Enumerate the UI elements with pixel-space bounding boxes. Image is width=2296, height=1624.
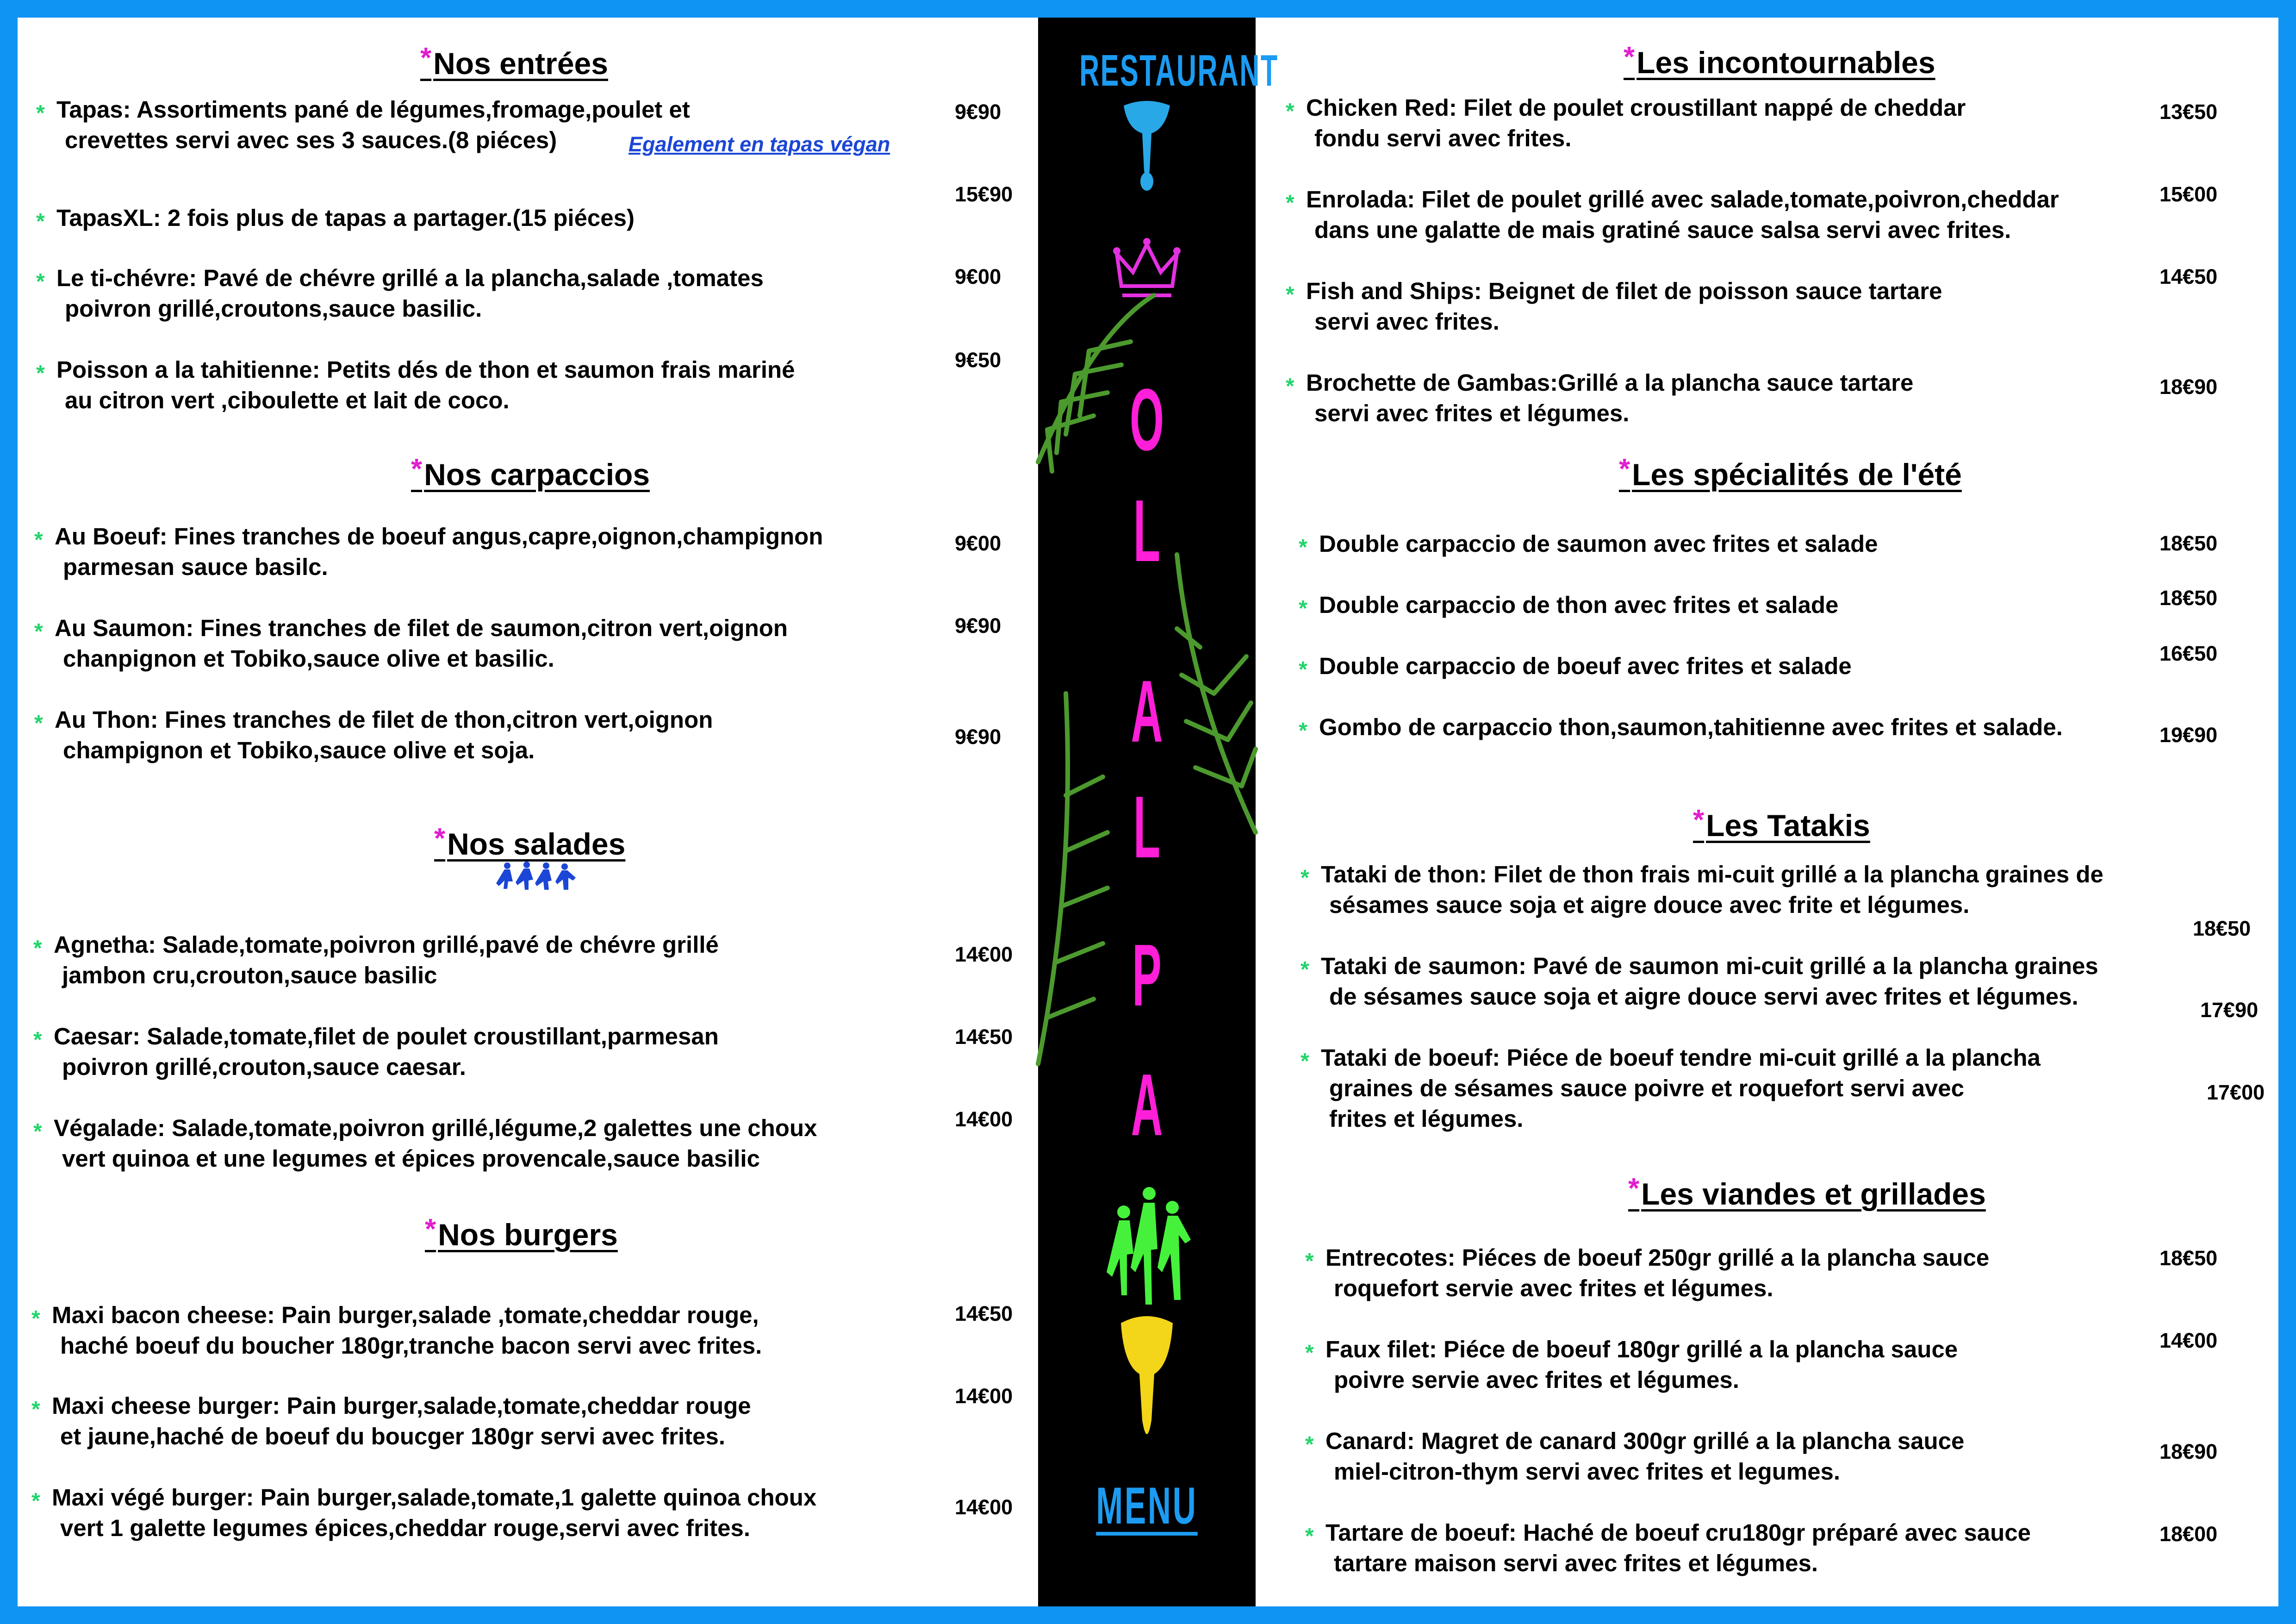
menu-item-tataki-saumon: * Tataki de saumon: Pavé de saumon mi-cuit grillé a la plancha graines de sésames sauce soja et aigre douce servi avec frites et légumes. (1300, 953, 2098, 1010)
price: 15€90 (955, 182, 1013, 206)
green-star-icon: * (1299, 657, 1307, 682)
menu-item-maxi-cheese-burger: * Maxi cheese burger: Pain burger,salade,tomate,cheddar rouge et jaune,haché de boeuf du boucger 180gr servi avec frites. (31, 1393, 751, 1449)
green-star-icon: * (1305, 1524, 1314, 1549)
yellow-drip-icon (1119, 1314, 1175, 1453)
green-star-icon: * (31, 1489, 40, 1513)
green-star-icon: * (1286, 99, 1294, 124)
green-star-icon: * (1300, 1049, 1309, 1074)
section-title-incontournables: *Les incontournables (1624, 41, 1935, 80)
price: 18€00 (2159, 1522, 2218, 1546)
green-star-icon: * (1299, 535, 1307, 560)
green-star-icon: * (34, 619, 43, 644)
blue-drip-icon (1119, 96, 1175, 194)
vegan-tapas-link[interactable]: Egalement en tapas végan (628, 132, 890, 156)
menu-item-agnetha: * Agnetha: Salade,tomate,poivron grillé,pavé de chévre grillé jambon cru,crouton,sauce basilic (33, 931, 719, 988)
menu-item-tartare-boeuf: * Tartare de boeuf: Haché de boeuf cru180gr préparé avec sauce tartare maison servi avec frites et légumes. (1305, 1519, 2031, 1576)
menu-sheet (18, 18, 2278, 1606)
vertical-letter: L (1133, 482, 1161, 580)
restaurant-wordmark: RESTAURANT (1079, 46, 1279, 95)
price: 14€00 (2159, 1329, 2218, 1352)
menu-item-maxi-bacon-cheese: * Maxi bacon cheese: Pain burger,salade ,tomate,cheddar rouge, haché boeuf du boucher 180gr,tranche bacon servi avec frites. (31, 1302, 762, 1359)
menu-item-maxi-vege-burger: * Maxi végé burger: Pain burger,salade,tomate,1 galette quinoa choux vert 1 galette legumes épices,cheddar rouge,servi avec frites. (31, 1484, 817, 1541)
price: 16€50 (2159, 642, 2218, 665)
green-star-icon: * (36, 209, 45, 234)
price: 18€90 (2159, 1440, 2218, 1463)
price: 9€00 (955, 265, 1002, 288)
green-star-icon: * (36, 101, 45, 125)
section-title-tatakis: *Les Tatakis (1693, 804, 1870, 843)
price: 14€50 (2159, 265, 2218, 288)
green-star-icon: * (33, 936, 42, 961)
section-title-entrees: *Nos entrées (420, 42, 608, 81)
price: 18€50 (2159, 586, 2218, 610)
price: 9€50 (955, 348, 1002, 372)
menu-item-carpaccio-thon: * Au Thon: Fines tranches de filet de thon,citron vert,oignon champignon et Tobiko,sauce olive et soja. (34, 706, 713, 763)
menu-item-vegalade: * Végalade: Salade,tomate,poivron grillé,légume,2 galettes une choux vert quinoa et une legumes et épices provencale,sauce basilic (33, 1115, 817, 1172)
vertical-letter: O (1130, 371, 1164, 469)
green-star-icon: * (34, 528, 43, 552)
menu-item-tataki-boeuf: * Tataki de boeuf: Piéce de boeuf tendre mi-cuit grillé a la plancha graines de sésames sauce poivre et roquefort servi avec frites et légumes. (1300, 1044, 2041, 1132)
price: 14€00 (955, 1107, 1013, 1131)
menu-item-double-carpaccio-saumon: * Double carpaccio de saumon avec frites et salade (1319, 529, 1878, 559)
price: 14€50 (955, 1302, 1013, 1325)
vertical-letter: L (1133, 778, 1161, 876)
menu-item-entrecotes: * Entrecotes: Piéces de boeuf 250gr grillé a la plancha sauce roquefort servie avec frites et légumes. (1305, 1244, 1990, 1301)
vertical-letter: A (1131, 662, 1163, 761)
menu-item-brochette-gambas: * Brochette de Gambas:Grillé a la plancha sauce tartare servi avec frites et légumes. (1286, 369, 1914, 426)
green-star-icon: * (1305, 1432, 1314, 1457)
green-star-icon: * (31, 1397, 40, 1422)
green-star-icon: * (33, 1119, 42, 1144)
green-star-icon: * (1286, 282, 1294, 307)
menu-item-gombo-carpaccio: * Gombo de carpaccio thon,saumon,tahitienne avec frites et salade. (1319, 712, 2063, 743)
price: 14€50 (955, 1025, 1013, 1049)
green-dancers-icon (1103, 1184, 1195, 1314)
green-star-icon: * (34, 711, 43, 736)
price: 18€50 (2159, 1246, 2218, 1270)
green-star-icon: * (1305, 1341, 1314, 1365)
section-title-carpaccios: *Nos carpaccios (411, 453, 650, 492)
price: 17€90 (2200, 998, 2259, 1022)
section-title-viandes: *Les viandes et grillades (1628, 1173, 1986, 1211)
section-title-specialites-ete: *Les spécialités de l'été (1619, 453, 1962, 492)
menu-item-tapas: * Tapas: Assortiments pané de légumes,fromage,poulet et crevettes servi avec ses 3 sauces.(8 piéces) (36, 96, 690, 153)
vertical-letter: P (1132, 926, 1162, 1024)
price: 14€00 (955, 1384, 1013, 1408)
menu-item-carpaccio-boeuf: * Au Boeuf: Fines tranches de boeuf angus,capre,oignon,champignon parmesan sauce basilc. (34, 523, 823, 580)
price: 17€00 (2207, 1081, 2265, 1104)
menu-item-double-carpaccio-boeuf: * Double carpaccio de boeuf avec frites et salade (1319, 651, 1852, 681)
green-star-icon: * (31, 1306, 40, 1331)
blue-dancers-icon (494, 861, 582, 893)
green-star-icon: * (1286, 191, 1294, 215)
menu-item-tapasxl: * TapasXL: 2 fois plus de tapas a partager.(15 piéces) (56, 203, 635, 233)
price: 14€00 (955, 943, 1013, 966)
menu-wordmark: MENU (1096, 1477, 1198, 1535)
price: 18€90 (2159, 375, 2218, 399)
green-star-icon: * (1300, 866, 1309, 890)
price: 15€00 (2159, 182, 2218, 206)
price: 18€50 (2159, 531, 2218, 555)
menu-item-enrolada: * Enrolada: Filet de poulet grillé avec salade,tomate,poivron,cheddar dans une galatte de mais gratiné sauce salsa servi avec frites. (1286, 186, 2059, 243)
price: 18€50 (2193, 917, 2251, 940)
menu-item-poisson-tahitienne: * Poisson a la tahitienne: Petits dés de thon et saumon frais mariné au citron vert ,ciboulette et lait de coco. (36, 356, 795, 413)
menu-item-fish-and-ships: * Fish and Ships: Beignet de filet de poisson sauce tartare servi avec frites. (1286, 278, 1942, 335)
price: 13€50 (2159, 100, 2218, 124)
price: 9€00 (955, 531, 1002, 555)
menu-item-tataki-thon: * Tataki de thon: Filet de thon frais mi-cuit grillé a la plancha graines de sésames sauce soja et aigre douce avec frite et légumes. (1300, 861, 2103, 918)
section-title-burgers: *Nos burgers (425, 1213, 618, 1252)
green-star-icon: * (1299, 718, 1307, 743)
green-star-icon: * (1286, 374, 1294, 399)
menu-item-double-carpaccio-thon: * Double carpaccio de thon avec frites et salade (1319, 590, 1838, 620)
price: 14€00 (955, 1495, 1013, 1519)
menu-item-faux-filet: * Faux filet: Piéce de boeuf 180gr grillé a la plancha sauce poivre servie avec frites et légumes. (1305, 1336, 1958, 1393)
menu-item-canard: * Canard: Magret de canard 300gr grillé a la plancha sauce miel-citron-thym servi avec frites et legumes. (1305, 1428, 1965, 1485)
price: 19€90 (2159, 723, 2218, 747)
price: 9€90 (955, 725, 1002, 749)
center-band (1038, 18, 1279, 1606)
green-star-icon: * (33, 1028, 42, 1052)
price: 9€90 (955, 100, 1002, 124)
menu-item-ti-chevre: * Le ti-chévre: Pavé de chévre grillé a la plancha,salade ,tomates poivron grillé,croutons,sauce basilic. (36, 265, 764, 322)
menu-item-carpaccio-saumon: * Au Saumon: Fines tranches de filet de saumon,citron vert,oignon chanpignon et Tobiko,sauce olive et basilic. (34, 615, 788, 672)
green-star-icon: * (1300, 957, 1309, 982)
green-star-icon: * (36, 361, 45, 386)
menu-item-chicken-red: * Chicken Red: Filet de poulet croustillant nappé de cheddar fondu servi avec frites. (1286, 94, 1966, 151)
menu-item-caesar: * Caesar: Salade,tomate,filet de poulet croustillant,parmesan poivron grillé,crouton,sauce caesar. (33, 1023, 719, 1080)
green-star-icon: * (1305, 1249, 1314, 1274)
section-title-salades: *Nos salades (434, 823, 626, 861)
green-star-icon: * (36, 269, 45, 294)
green-star-icon: * (1299, 596, 1307, 621)
vertical-letter: A (1131, 1056, 1163, 1154)
price: 9€90 (955, 614, 1002, 637)
